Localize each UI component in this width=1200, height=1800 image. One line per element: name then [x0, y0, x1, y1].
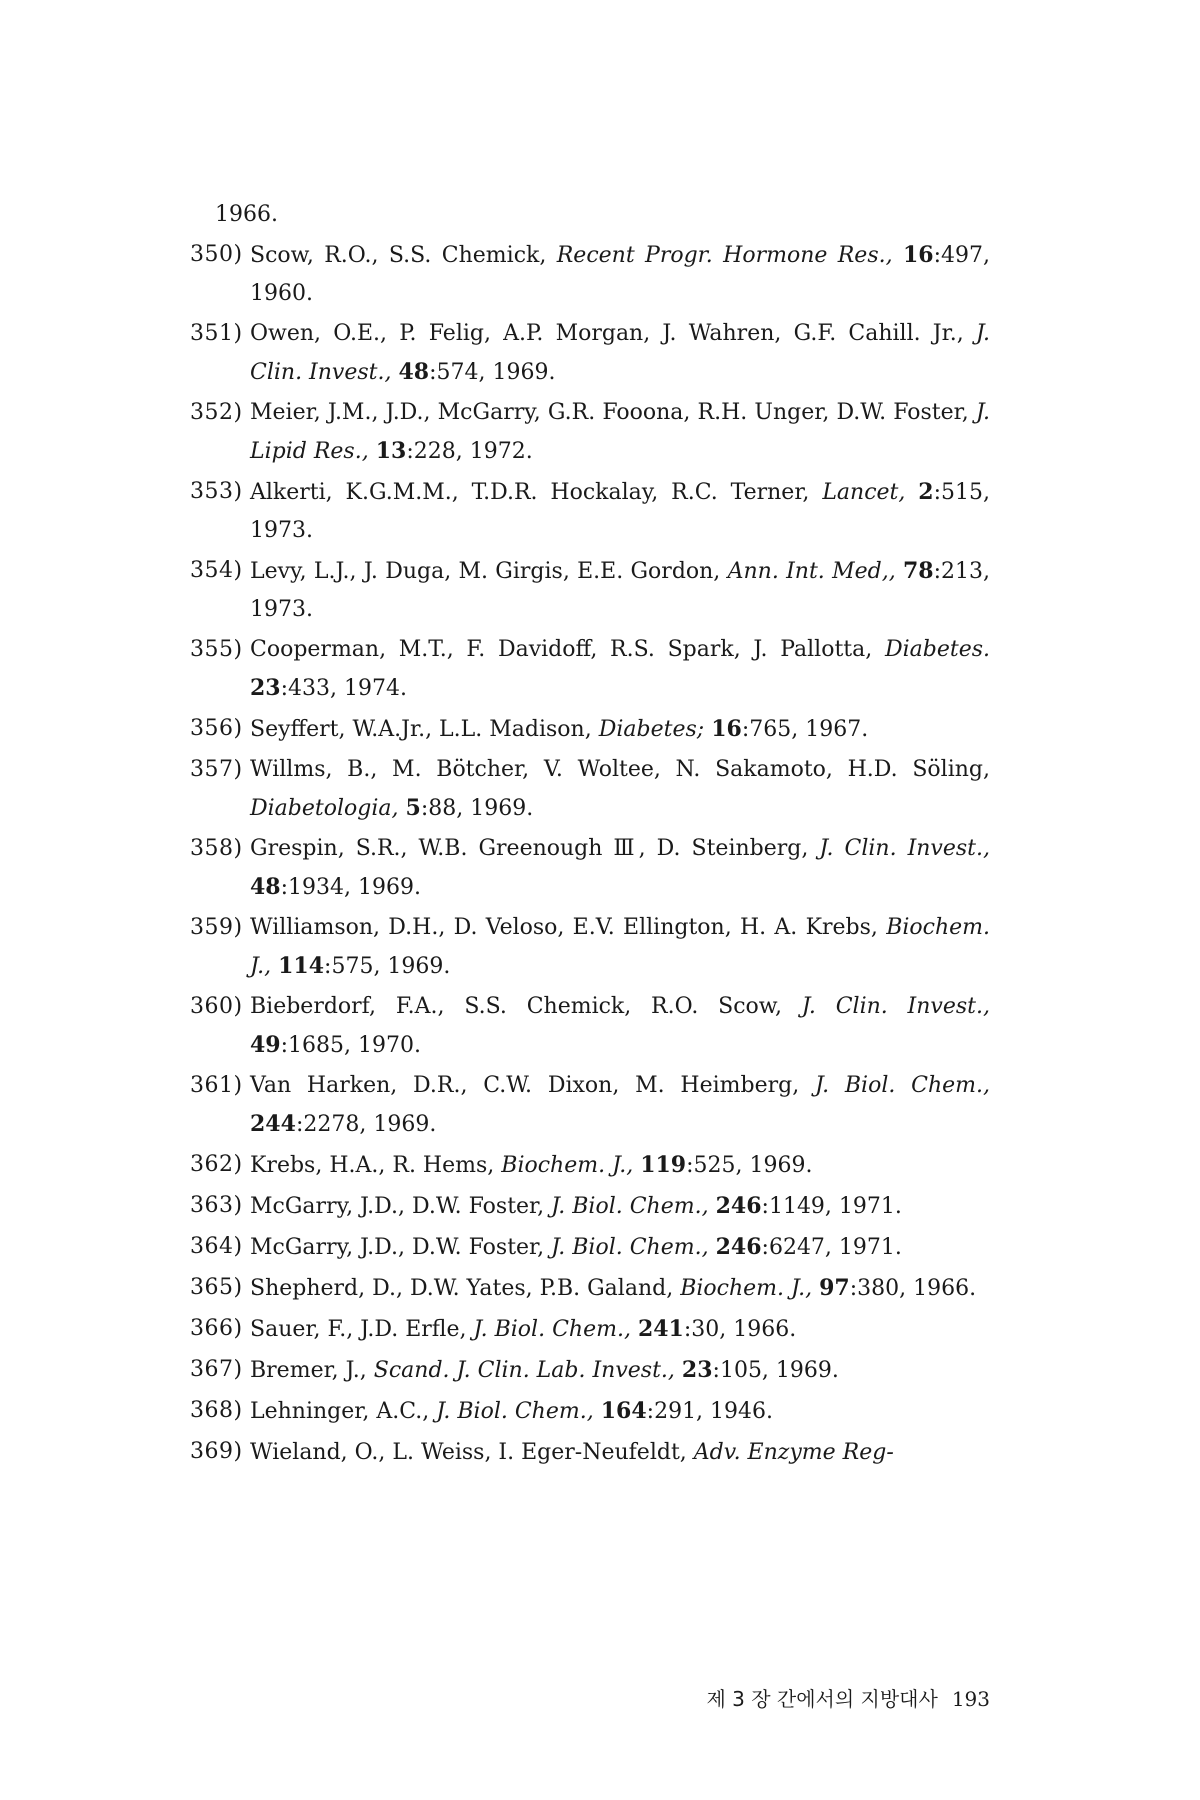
reference-text: [250, 473, 990, 550]
reference-volume: 16: [711, 716, 742, 742]
reference-number: 364): [190, 1234, 243, 1259]
reference-pages-year: :1685, 1970.: [280, 1033, 421, 1058]
reference-authors: Cooperman, M.T., F. Davidoff, R.S. Spark, J. Pallotta,: [250, 637, 873, 662]
reference-pages-year: :6247, 1971.: [761, 1235, 902, 1260]
carryover-line: 1966.: [215, 202, 278, 227]
reference-volume: 16: [902, 242, 934, 268]
reference-item: [190, 751, 990, 828]
page-footer: [600, 1684, 990, 1714]
reference-journal: Ann. Int. Med,,: [727, 559, 896, 584]
reference-journal: Diabetes.: [884, 637, 990, 662]
chapter-title: 제 3 장 간에서의 지방대사: [706, 1687, 938, 1711]
reference-text: [250, 710, 990, 749]
reference-volume: 48: [250, 874, 281, 900]
reference-item: [190, 552, 990, 629]
reference-pages-year: :433, 1974.: [280, 676, 407, 701]
reference-volume: 97: [819, 1275, 850, 1301]
reference-text: [250, 1351, 990, 1390]
reference-number: 362): [190, 1152, 243, 1177]
reference-item: [190, 988, 990, 1065]
reference-pages-year: :1934, 1969.: [280, 875, 421, 900]
reference-text: [250, 631, 990, 708]
reference-volume: 246: [715, 1193, 762, 1219]
reference-authors: McGarry, J.D., D.W. Foster,: [250, 1235, 545, 1260]
reference-volume: 164: [600, 1398, 647, 1424]
reference-number: 354): [190, 558, 243, 583]
reference-volume: 13: [375, 438, 407, 464]
reference-authors: Bremer, J.,: [250, 1358, 367, 1383]
reference-item: [190, 1146, 990, 1185]
reference-journal: Biochem. J.,: [680, 1276, 813, 1301]
reference-authors: Sauer, F., J.D. Erfle,: [250, 1317, 467, 1342]
reference-authors: Shepherd, D., D.W. Yates, P.B. Galand,: [250, 1276, 674, 1301]
reference-authors: Meier, J.M., J.D., McGarry, G.R. Fooona, R.H. Unger, D.W. Foster,: [250, 400, 969, 425]
reference-authors: Wieland, O., L. Weiss, I. Eger-Neufeldt,: [250, 1440, 687, 1465]
reference-volume: 23: [250, 675, 281, 701]
reference-text: [250, 1269, 990, 1308]
reference-text: [250, 1187, 990, 1226]
reference-journal: J. Clin. Invest.,: [819, 836, 990, 861]
reference-volume: 246: [715, 1234, 762, 1260]
reference-text: [250, 751, 990, 828]
reference-journal: J. Clin. Invest.,: [801, 994, 990, 1019]
reference-text: [250, 552, 990, 629]
reference-item: [190, 1269, 990, 1308]
reference-number: 360): [190, 994, 243, 1019]
reference-list: [190, 236, 990, 1474]
reference-item: [190, 1187, 990, 1226]
reference-volume: 23: [681, 1357, 713, 1383]
reference-item: [190, 909, 990, 986]
reference-volume: 241: [637, 1316, 684, 1342]
reference-number: 366): [190, 1316, 243, 1341]
reference-number: 361): [190, 1073, 243, 1098]
reference-volume: 114: [278, 953, 325, 979]
reference-text: [250, 1310, 990, 1349]
reference-pages-year: :88, 1969.: [420, 796, 534, 821]
reference-item: [190, 1351, 990, 1390]
reference-number: 365): [190, 1275, 243, 1300]
reference-text: [250, 830, 990, 907]
reference-journal: Scand. J. Clin. Lab. Invest.,: [373, 1358, 675, 1383]
reference-item: [190, 1310, 990, 1349]
reference-item: [190, 830, 990, 907]
reference-authors: Bieberdorf, F.A., S.S. Chemick, R.O. Scow,: [250, 994, 782, 1019]
reference-item: [190, 631, 990, 708]
reference-pages-year: :380, 1966.: [849, 1276, 977, 1301]
reference-number: 368): [190, 1398, 243, 1423]
reference-journal: Diabetologia,: [250, 796, 399, 821]
reference-volume: 5: [405, 795, 421, 821]
reference-item: [190, 1392, 990, 1431]
reference-authors: Grespin, S.R., W.B. Greenough Ⅲ, D. Steinberg,: [250, 836, 809, 861]
reference-item: [190, 710, 990, 749]
reference-text: [250, 988, 990, 1065]
reference-text: [250, 394, 990, 471]
reference-item: [190, 1067, 990, 1144]
reference-authors: Alkerti, K.G.M.M., T.D.R. Hockalay, R.C. Terner,: [250, 480, 810, 505]
reference-number: 351): [190, 321, 243, 346]
reference-authors: Lehninger, A.C.,: [250, 1399, 430, 1424]
reference-authors: Levy, L.J., J. Duga, M. Girgis, E.E. Gordon,: [250, 559, 721, 584]
reference-number: 357): [190, 757, 243, 782]
reference-item: [190, 1228, 990, 1267]
reference-journal: J. Biol. Chem.,: [551, 1235, 709, 1260]
reference-text: [250, 1146, 990, 1185]
reference-pages-year: :291, 1946.: [646, 1399, 774, 1424]
reference-text: [250, 315, 990, 392]
reference-number: 363): [190, 1193, 243, 1218]
reference-journal: J. Biol. Chem.,: [551, 1194, 709, 1219]
reference-pages-year: :2278, 1969.: [295, 1112, 437, 1137]
reference-text: [250, 236, 990, 313]
reference-volume: 119: [640, 1152, 687, 1178]
reference-authors: Scow, R.O., S.S. Chemick,: [250, 243, 547, 268]
reference-item: [190, 473, 990, 550]
reference-number: 355): [190, 637, 243, 662]
reference-authors: Willms, B., M. Bötcher, V. Woltee, N. Sakamoto, H.D. Söling,: [250, 757, 990, 782]
reference-volume: 48: [398, 359, 430, 385]
reference-item: [190, 315, 990, 392]
reference-number: 358): [190, 836, 243, 861]
reference-pages-year: :574, 1969.: [429, 360, 556, 385]
reference-number: 352): [190, 400, 243, 425]
reference-pages-year: :1149, 1971.: [761, 1194, 902, 1219]
reference-journal: J. Clin. Invest.,: [250, 321, 991, 385]
reference-number: 369): [190, 1439, 243, 1464]
reference-pages-year: :105, 1969.: [712, 1358, 839, 1383]
reference-authors: McGarry, J.D., D.W. Foster,: [250, 1194, 545, 1219]
reference-journal: J. Lipid Res.,: [250, 400, 990, 464]
reference-authors: Seyffert, W.A.Jr., L.L. Madison,: [250, 717, 592, 742]
reference-number: 353): [190, 479, 243, 504]
reference-item: [190, 394, 990, 471]
reference-journal: Biochem. J.,: [250, 915, 990, 979]
reference-text: [250, 1433, 990, 1472]
reference-volume: 244: [250, 1111, 296, 1137]
reference-journal: J. Biol. Chem.,: [815, 1073, 991, 1098]
reference-authors: Williamson, D.H., D. Veloso, E.V. Ellington, H. A. Krebs,: [250, 915, 878, 940]
reference-text: [250, 909, 990, 986]
reference-text: [250, 1228, 990, 1267]
reference-pages-year: :575, 1969.: [324, 954, 451, 979]
reference-journal: J. Biol. Chem.,: [436, 1399, 594, 1424]
reference-pages-year: :515, 1973.: [250, 480, 990, 543]
reference-journal: Lancet,: [822, 480, 906, 505]
reference-pages-year: :228, 1972.: [406, 439, 533, 464]
reference-journal: Adv. Enzyme Reg-: [693, 1440, 894, 1465]
reference-number: 359): [190, 915, 243, 940]
reference-pages-year: :30, 1966.: [683, 1317, 797, 1342]
reference-pages-year: :497, 1960.: [250, 243, 991, 306]
reference-text: [250, 1067, 990, 1144]
reference-volume: 78: [902, 558, 934, 584]
reference-item: [190, 236, 990, 313]
reference-number: 356): [190, 716, 243, 741]
reference-authors: Krebs, H.A., R. Hems,: [250, 1153, 495, 1178]
reference-text: [250, 1392, 990, 1431]
reference-journal: Recent Progr. Hormone Res.,: [556, 243, 893, 268]
reference-volume: 49: [250, 1032, 281, 1058]
reference-journal: Diabetes;: [598, 717, 705, 742]
reference-journal: J. Biol. Chem.,: [473, 1317, 631, 1342]
reference-number: 367): [190, 1357, 243, 1382]
reference-authors: Owen, O.E., P. Felig, A.P. Morgan, J. Wahren, G.F. Cahill. Jr.,: [250, 321, 964, 346]
reference-volume: 2: [918, 479, 934, 505]
reference-pages-year: :765, 1967.: [741, 717, 869, 742]
reference-item: [190, 1433, 990, 1472]
reference-journal: Biochem. J.,: [501, 1153, 634, 1178]
reference-pages-year: :213, 1973.: [250, 559, 990, 622]
reference-authors: Van Harken, D.R., C.W. Dixon, M. Heimberg,: [250, 1073, 800, 1098]
page-number: 193: [951, 1687, 990, 1711]
reference-number: 350): [190, 242, 243, 267]
reference-pages-year: :525, 1969.: [686, 1153, 813, 1178]
